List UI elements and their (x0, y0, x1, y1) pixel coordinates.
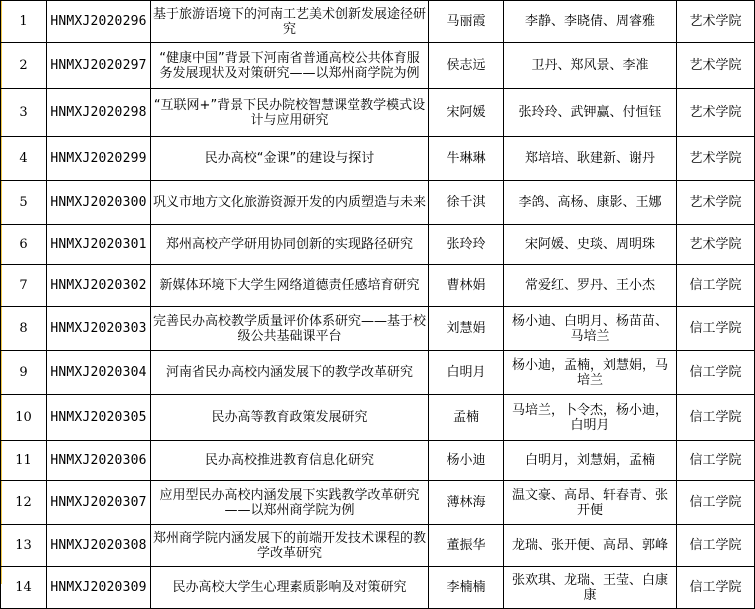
project-title-cell[interactable] (151, 89, 429, 137)
members-cell-text: 卫丹、郑风景、李准 (531, 58, 649, 73)
project-leader-cell[interactable] (429, 567, 504, 609)
row-number-cell[interactable] (1, 351, 47, 395)
college-cell-text: 艺术学院 (689, 105, 742, 120)
table-row[interactable] (1, 265, 755, 307)
project-title-cell-text: 民办高等教育政策发展研究 (211, 410, 368, 425)
college-cell-text: 信工学院 (689, 538, 742, 553)
college-cell-text: 艺术学院 (689, 58, 742, 73)
row-number-cell[interactable] (1, 43, 47, 89)
members-cell[interactable] (504, 43, 677, 89)
members-cell-text: 白明月，刘慧娟，孟楠 (524, 453, 655, 468)
row-number-cell[interactable] (1, 89, 47, 137)
project-leader-cell[interactable] (429, 481, 504, 525)
project-leader-cell[interactable] (429, 137, 504, 181)
project-title-cell[interactable] (151, 395, 429, 441)
project-leader-cell[interactable] (429, 89, 504, 137)
project-leader-cell[interactable] (429, 525, 504, 567)
project-leader-cell-text: 宋阿媛 (446, 105, 486, 120)
members-cell[interactable] (504, 265, 677, 307)
members-cell-text: 温文豪、高昂、轩春青、张开便 (511, 487, 668, 518)
college-cell[interactable] (677, 181, 755, 225)
project-leader-cell-text: 白明月 (446, 365, 486, 380)
college-cell-text: 信工学院 (689, 580, 742, 595)
table-row[interactable] (1, 567, 755, 609)
row-number-cell[interactable] (1, 225, 47, 265)
project-code-cell-text: HNMXJ2020305 (50, 410, 147, 425)
members-cell-text: 宋阿媛、史琰、周明珠 (524, 237, 655, 252)
members-cell-text: 常爱红、罗丹、王小杰 (524, 278, 655, 293)
row-number-cell[interactable] (1, 481, 47, 525)
members-cell[interactable] (504, 395, 677, 441)
members-cell[interactable] (504, 441, 677, 481)
project-code-cell[interactable] (47, 567, 151, 609)
row-number-cell-text: 9 (19, 365, 28, 380)
project-code-cell-text: HNMXJ2020298 (50, 105, 147, 120)
table-row[interactable] (1, 525, 755, 567)
members-cell-text: 李静、李晓倩、周睿雅 (524, 14, 655, 29)
members-cell[interactable] (504, 351, 677, 395)
project-code-cell[interactable] (47, 1, 151, 43)
college-cell-text: 艺术学院 (689, 14, 742, 29)
college-cell-text: 信工学院 (689, 410, 742, 425)
project-code-cell-text: HNMXJ2020306 (50, 453, 147, 468)
members-cell[interactable] (504, 307, 677, 351)
row-number-cell[interactable] (1, 567, 47, 609)
college-cell[interactable] (677, 225, 755, 265)
project-leader-cell-text: 孟楠 (452, 410, 479, 425)
row-number-cell-text: 7 (19, 278, 28, 293)
college-cell-text: 艺术学院 (689, 151, 742, 166)
project-code-cell-text: HNMXJ2020307 (50, 495, 147, 510)
members-cell[interactable] (504, 225, 677, 265)
college-cell[interactable] (677, 137, 755, 181)
project-code-cell-text: HNMXJ2020297 (50, 58, 147, 73)
table-row[interactable] (1, 441, 755, 481)
college-cell[interactable] (677, 43, 755, 89)
members-cell[interactable] (504, 525, 677, 567)
members-cell-text: 杨小迪、白明月、杨苗苗、马培兰 (511, 313, 668, 344)
project-leader-cell[interactable] (429, 225, 504, 265)
project-leader-cell[interactable] (429, 181, 504, 225)
table-row[interactable] (1, 225, 755, 265)
row-number-cell-text: 13 (15, 538, 32, 553)
row-number-cell-text: 11 (15, 453, 32, 468)
members-cell-text: 杨小迪，孟楠，刘慧娟，马培兰 (511, 357, 668, 388)
members-cell[interactable] (504, 137, 677, 181)
college-cell[interactable] (677, 441, 755, 481)
project-code-cell-text: HNMXJ2020304 (50, 365, 147, 380)
row-number-cell[interactable] (1, 441, 47, 481)
college-cell[interactable] (677, 395, 755, 441)
project-table-body (1, 1, 755, 609)
college-cell[interactable] (677, 525, 755, 567)
project-title-cell[interactable] (151, 265, 429, 307)
project-title-cell-text: 民办高校大学生心理素质影响及对策研究 (172, 580, 407, 595)
members-cell-text: 龙瑞、张开便、高昂、郭峰 (511, 538, 668, 553)
project-code-cell-text: HNMXJ2020299 (50, 151, 147, 166)
project-code-cell[interactable] (47, 225, 151, 265)
project-leader-cell[interactable] (429, 441, 504, 481)
project-title-cell[interactable] (151, 225, 429, 265)
row-number-cell-text: 12 (15, 495, 32, 510)
project-title-cell-text: “健康中国”背景下河南省普通高校公共体育服务发展现状及对策研究——以郑州商学院为例 (159, 50, 420, 81)
project-leader-cell-text: 刘慧娟 (446, 321, 486, 336)
row-number-cell-text: 3 (19, 105, 28, 120)
row-number-cell-text: 14 (15, 580, 32, 595)
project-title-cell-text: 民办高校“金课”的建设与探讨 (204, 151, 375, 166)
members-cell-text: 张欢琪、龙瑞、王莹、白康康 (511, 572, 668, 603)
project-code-cell-text: HNMXJ2020309 (50, 580, 147, 595)
table-row[interactable] (1, 137, 755, 181)
project-title-cell-text: 新媒体环境下大学生网络道德责任感培育研究 (159, 278, 420, 293)
project-title-cell-text: 郑州商学院内涵发展下的前端开发技术课程的教学改革研究 (153, 530, 427, 561)
college-cell[interactable] (677, 265, 755, 307)
project-code-cell[interactable] (47, 265, 151, 307)
project-code-cell[interactable] (47, 89, 151, 137)
college-cell[interactable] (677, 89, 755, 137)
row-number-cell[interactable] (1, 265, 47, 307)
table-row[interactable] (1, 43, 755, 89)
college-cell[interactable] (677, 481, 755, 525)
college-cell-text: 信工学院 (689, 278, 742, 293)
project-code-cell[interactable] (47, 395, 151, 441)
college-cell[interactable] (677, 307, 755, 351)
project-title-cell[interactable] (151, 441, 429, 481)
members-cell[interactable] (504, 181, 677, 225)
college-cell[interactable] (677, 567, 755, 609)
project-leader-cell[interactable] (429, 43, 504, 89)
table-row[interactable] (1, 307, 755, 351)
project-leader-cell-text: 薄林海 (446, 495, 486, 510)
project-leader-cell-text: 张玲玲 (446, 237, 486, 252)
college-cell[interactable] (677, 351, 755, 395)
project-leader-cell[interactable] (429, 307, 504, 351)
project-leader-cell-text: 李楠楠 (446, 580, 486, 595)
project-leader-cell-text: 董振华 (446, 538, 486, 553)
project-leader-cell[interactable] (429, 1, 504, 43)
project-code-cell[interactable] (47, 441, 151, 481)
row-number-cell[interactable] (1, 137, 47, 181)
row-number-cell-text: 6 (19, 237, 28, 252)
project-title-cell[interactable] (151, 307, 429, 351)
project-title-cell[interactable] (151, 481, 429, 525)
row-number-cell-text: 1 (19, 14, 28, 29)
project-code-cell-text: HNMXJ2020303 (50, 321, 147, 336)
project-title-cell[interactable] (151, 567, 429, 609)
row-number-cell-text: 10 (15, 410, 32, 425)
project-title-cell-text: 郑州高校产学研用协同创新的实现路径研究 (165, 237, 413, 252)
members-cell-text: 郑培培、耿建新、谢丹 (524, 151, 655, 166)
project-title-cell-text: 巩义市地方文化旅游资源开发的内质塑造与未来 (153, 195, 427, 210)
row-number-cell[interactable] (1, 181, 47, 225)
table-row[interactable] (1, 481, 755, 525)
members-cell-text: 李鸽、高杨、康影、王娜 (518, 195, 662, 210)
project-title-cell[interactable] (151, 351, 429, 395)
project-leader-cell-text: 牛琳琳 (446, 151, 486, 166)
row-number-cell-text: 5 (19, 195, 28, 210)
college-cell-text: 信工学院 (689, 453, 742, 468)
college-cell-text: 信工学院 (689, 321, 742, 336)
college-cell-text: 信工学院 (689, 365, 742, 380)
project-title-cell[interactable] (151, 43, 429, 89)
college-cell[interactable] (677, 1, 755, 43)
project-code-cell[interactable] (47, 351, 151, 395)
row-number-cell-text: 4 (19, 151, 28, 166)
members-cell[interactable] (504, 481, 677, 525)
project-title-cell-text: 民办高校推进教育信息化研究 (204, 453, 374, 468)
table-row[interactable] (1, 89, 755, 137)
project-code-cell[interactable] (47, 525, 151, 567)
project-code-cell[interactable] (47, 307, 151, 351)
project-leader-cell-text: 曹林娟 (446, 278, 486, 293)
project-code-cell[interactable] (47, 137, 151, 181)
row-number-cell[interactable] (1, 1, 47, 43)
table-row[interactable] (1, 395, 755, 441)
project-leader-cell-text: 杨小迪 (446, 453, 486, 468)
members-cell[interactable] (504, 1, 677, 43)
project-title-cell-text: 基于旅游语境下的河南工艺美术创新发展途径研究 (153, 6, 427, 37)
project-title-cell[interactable] (151, 1, 429, 43)
project-code-cell-text: HNMXJ2020308 (50, 538, 147, 553)
members-cell-text: 马培兰，卜令杰，杨小迪，白明月 (511, 402, 668, 433)
project-title-cell[interactable] (151, 137, 429, 181)
college-cell-text: 艺术学院 (689, 195, 742, 210)
project-leader-cell-text: 徐千淇 (446, 195, 486, 210)
project-leader-cell[interactable] (429, 395, 504, 441)
row-number-cell[interactable] (1, 307, 47, 351)
project-code-cell[interactable] (47, 181, 151, 225)
table-row[interactable] (1, 1, 755, 43)
project-leader-cell-text: 马丽霞 (446, 14, 486, 29)
project-code-cell-text: HNMXJ2020301 (50, 237, 147, 252)
project-leader-cell[interactable] (429, 265, 504, 307)
project-code-cell[interactable] (47, 481, 151, 525)
project-leader-cell-text: 侯志远 (446, 58, 486, 73)
project-leader-cell[interactable] (429, 351, 504, 395)
project-code-cell-text: HNMXJ2020296 (50, 14, 147, 29)
project-title-cell-text: “互联网+”背景下民办院校智慧课堂教学模式设计与应用研究 (153, 97, 426, 128)
project-title-cell-text: 完善民办高校教学质量评价体系研究——基于校级公共基础课平台 (153, 313, 427, 344)
college-cell-text: 信工学院 (689, 495, 742, 510)
project-title-cell[interactable] (151, 181, 429, 225)
row-number-cell-text: 2 (19, 58, 28, 73)
project-code-cell-text: HNMXJ2020302 (50, 278, 147, 293)
row-number-cell[interactable] (1, 525, 47, 567)
project-code-cell-text: HNMXJ2020300 (50, 195, 147, 210)
project-title-cell[interactable] (151, 525, 429, 567)
members-cell[interactable] (504, 89, 677, 137)
row-number-cell-text: 8 (19, 321, 28, 336)
project-code-cell[interactable] (47, 43, 151, 89)
row-number-cell[interactable] (1, 395, 47, 441)
members-cell[interactable] (504, 567, 677, 609)
project-title-cell-text: 河南省民办高校内涵发展下的教学改革研究 (165, 365, 413, 380)
table-row[interactable] (1, 351, 755, 395)
table-row[interactable] (1, 181, 755, 225)
members-cell-text: 张玲玲、武钾赢、付恒钰 (518, 105, 662, 120)
college-cell-text: 艺术学院 (689, 237, 742, 252)
project-title-cell-text: 应用型民办高校内涵发展下实践教学改革研究——以郑州商学院为例 (159, 487, 420, 518)
